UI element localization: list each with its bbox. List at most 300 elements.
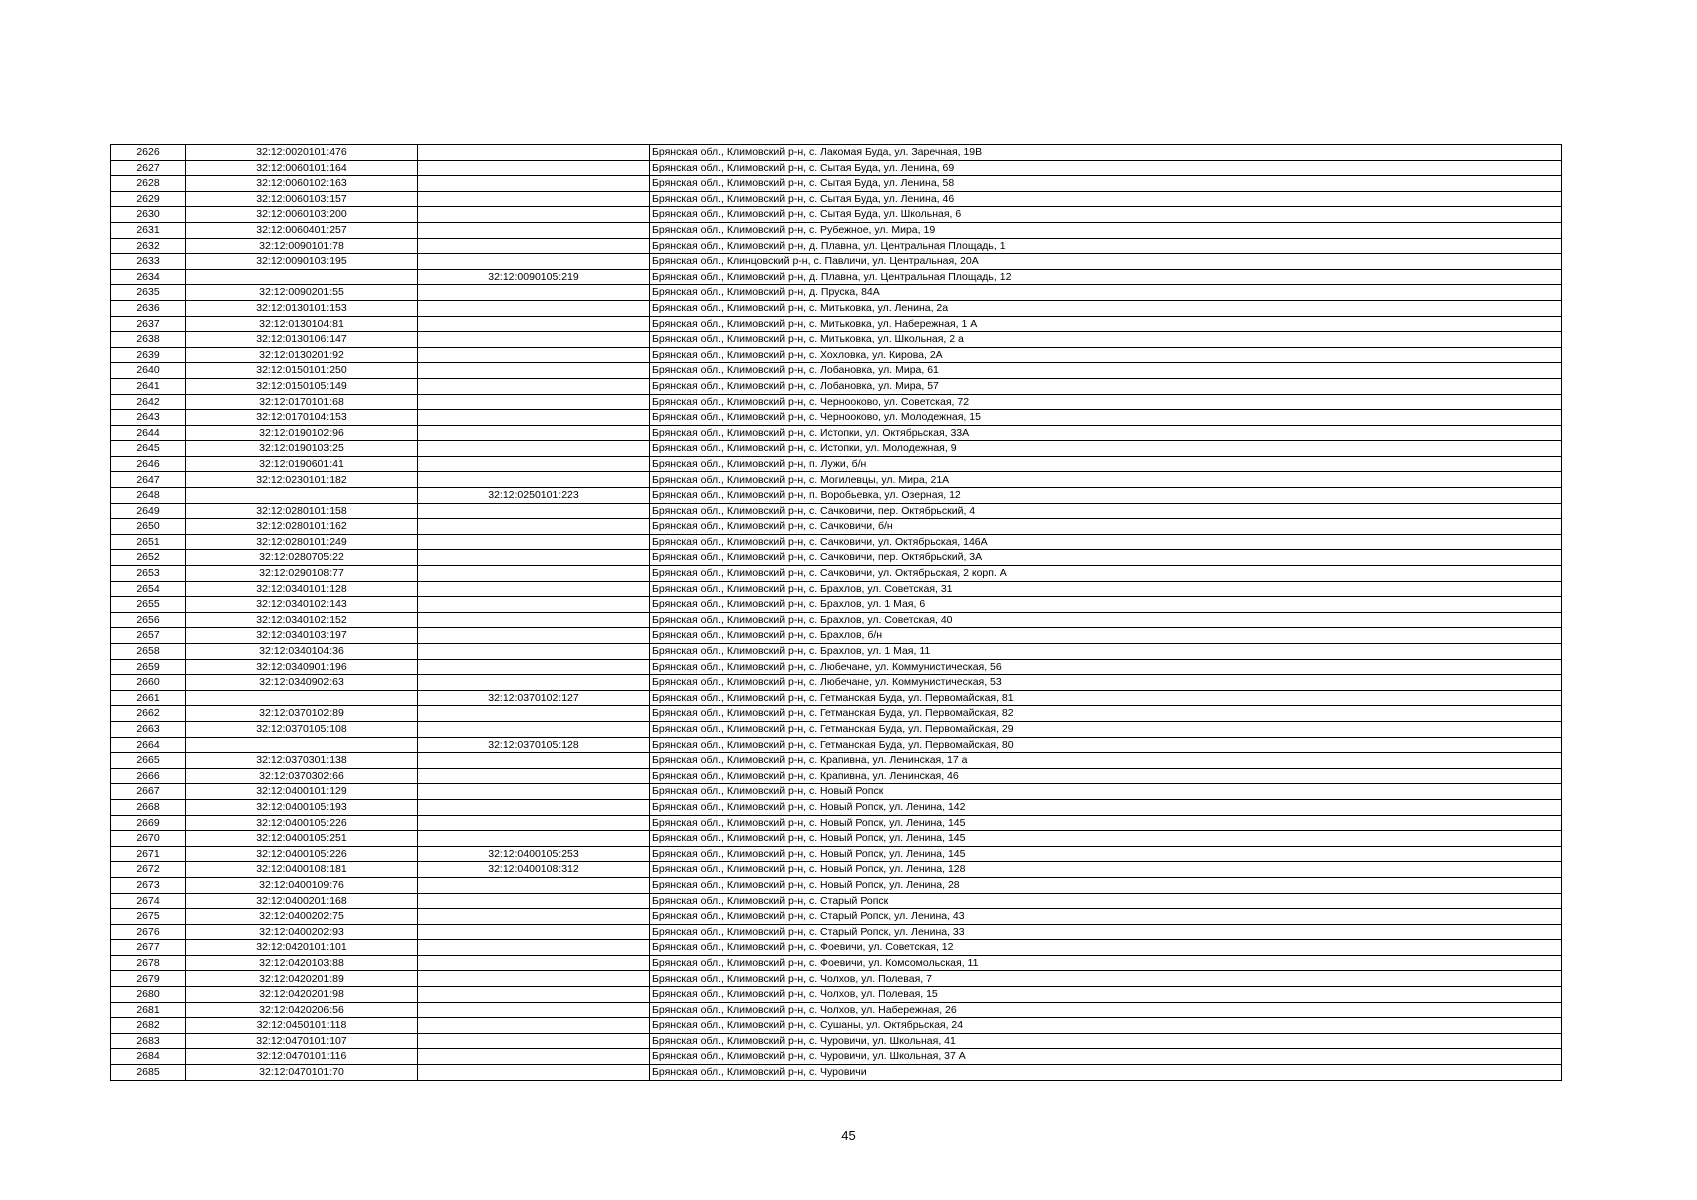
- cadastral-number-cell: 32:12:0470101:116: [186, 1049, 418, 1065]
- cadastral-number-cell: 32:12:0420201:89: [186, 971, 418, 987]
- table-row: [111, 1049, 1562, 1065]
- cadastral-number-cell: 32:12:0420103:88: [186, 955, 418, 971]
- row-number-cell: 2643: [111, 410, 186, 426]
- row-number-cell: 2649: [111, 503, 186, 519]
- secondary-cadastral-number-cell: [418, 425, 650, 441]
- cadastral-number-cell: 32:12:0370102:89: [186, 706, 418, 722]
- cadastral-number-cell: 32:12:0290108:77: [186, 566, 418, 582]
- row-number-cell: 2665: [111, 753, 186, 769]
- row-number-cell: 2637: [111, 316, 186, 332]
- secondary-cadastral-number-cell: [418, 628, 650, 644]
- secondary-cadastral-number-cell: [418, 207, 650, 223]
- cadastral-number-cell: 32:12:0060401:257: [186, 222, 418, 238]
- row-number-cell: 2647: [111, 472, 186, 488]
- secondary-cadastral-number-cell: [418, 254, 650, 270]
- secondary-cadastral-number-cell: 32:12:0370102:127: [418, 690, 650, 706]
- secondary-cadastral-number-cell: [418, 1002, 650, 1018]
- row-number-cell: 2667: [111, 784, 186, 800]
- row-number-cell: 2678: [111, 955, 186, 971]
- address-cell: Брянская обл., Климовский р-н, с. Брахлов, ул. Советская, 31: [650, 581, 1562, 597]
- secondary-cadastral-number-cell: 32:12:0400108:312: [418, 862, 650, 878]
- cadastral-number-cell: 32:12:0090201:55: [186, 285, 418, 301]
- row-number-cell: 2664: [111, 737, 186, 753]
- row-number-cell: 2626: [111, 145, 186, 161]
- row-number-cell: 2669: [111, 815, 186, 831]
- cadastral-number-cell: 32:12:0420206:56: [186, 1002, 418, 1018]
- secondary-cadastral-number-cell: [418, 940, 650, 956]
- table-row: [111, 893, 1562, 909]
- address-cell: Брянская обл., Климовский р-н, с. Лакомая Буда, ул. Заречная, 19В: [650, 145, 1562, 161]
- cadastral-number-cell: 32:12:0340901:196: [186, 659, 418, 675]
- address-cell: Брянская обл., Клинцовский р-н, с. Павличи, ул. Центральная, 20А: [650, 254, 1562, 270]
- address-cell: Брянская обл., Климовский р-н, с. Лобановка, ул. Мира, 57: [650, 378, 1562, 394]
- secondary-cadastral-number-cell: [418, 924, 650, 940]
- registry-table-body: [111, 145, 1562, 1081]
- cadastral-number-cell: 32:12:0060101:164: [186, 160, 418, 176]
- row-number-cell: 2632: [111, 238, 186, 254]
- row-number-cell: 2629: [111, 191, 186, 207]
- secondary-cadastral-number-cell: 32:12:0370105:128: [418, 737, 650, 753]
- cadastral-number-cell: 32:12:0400101:129: [186, 784, 418, 800]
- address-cell: Брянская обл., Климовский р-н, с. Новый Ропск, ул. Ленина, 145: [650, 815, 1562, 831]
- cadastral-number-cell: 32:12:0470101:70: [186, 1065, 418, 1081]
- secondary-cadastral-number-cell: [418, 222, 650, 238]
- secondary-cadastral-number-cell: [418, 1065, 650, 1081]
- page-number: 45: [841, 1128, 856, 1143]
- table-row: [111, 612, 1562, 628]
- row-number-cell: 2685: [111, 1065, 186, 1081]
- secondary-cadastral-number-cell: [418, 410, 650, 426]
- row-number-cell: 2683: [111, 1033, 186, 1049]
- cadastral-number-cell: 32:12:0400105:226: [186, 815, 418, 831]
- cadastral-number-cell: 32:12:0370105:108: [186, 721, 418, 737]
- secondary-cadastral-number-cell: [418, 503, 650, 519]
- table-row: [111, 753, 1562, 769]
- secondary-cadastral-number-cell: [418, 753, 650, 769]
- row-number-cell: 2673: [111, 877, 186, 893]
- secondary-cadastral-number-cell: [418, 456, 650, 472]
- row-number-cell: 2672: [111, 862, 186, 878]
- secondary-cadastral-number-cell: [418, 472, 650, 488]
- secondary-cadastral-number-cell: [418, 597, 650, 613]
- table-row: [111, 831, 1562, 847]
- cadastral-number-cell: 32:12:0340102:143: [186, 597, 418, 613]
- row-number-cell: 2640: [111, 363, 186, 379]
- address-cell: Брянская обл., Климовский р-н, с. Новый Ропск, ул. Ленина, 28: [650, 877, 1562, 893]
- row-number-cell: 2636: [111, 300, 186, 316]
- address-cell: Брянская обл., Климовский р-н, с. Могилевцы, ул. Мира, 21А: [650, 472, 1562, 488]
- address-cell: Брянская обл., Климовский р-н, с. Гетманская Буда, ул. Первомайская, 82: [650, 706, 1562, 722]
- secondary-cadastral-number-cell: [418, 877, 650, 893]
- secondary-cadastral-number-cell: [418, 581, 650, 597]
- row-number-cell: 2679: [111, 971, 186, 987]
- cadastral-number-cell: 32:12:0340101:128: [186, 581, 418, 597]
- table-row: [111, 176, 1562, 192]
- table-row: [111, 300, 1562, 316]
- cadastral-number-cell: 32:12:0130106:147: [186, 332, 418, 348]
- secondary-cadastral-number-cell: 32:12:0090105:219: [418, 269, 650, 285]
- row-number-cell: 2648: [111, 488, 186, 504]
- table-row: [111, 1065, 1562, 1081]
- cadastral-number-cell: [186, 488, 418, 504]
- table-row: [111, 846, 1562, 862]
- address-cell: Брянская обл., Климовский р-н, с. Новый Ропск: [650, 784, 1562, 800]
- row-number-cell: 2674: [111, 893, 186, 909]
- secondary-cadastral-number-cell: [418, 332, 650, 348]
- table-row: [111, 690, 1562, 706]
- secondary-cadastral-number-cell: [418, 644, 650, 660]
- row-number-cell: 2656: [111, 612, 186, 628]
- address-cell: Брянская обл., Климовский р-н, с. Брахлов, б/н: [650, 628, 1562, 644]
- cadastral-number-cell: 32:12:0190103:25: [186, 441, 418, 457]
- secondary-cadastral-number-cell: [418, 987, 650, 1003]
- row-number-cell: 2645: [111, 441, 186, 457]
- address-cell: Брянская обл., Климовский р-н, с. Сачковичи, пер. Октябрьский, 4: [650, 503, 1562, 519]
- cadastral-number-cell: 32:12:0020101:476: [186, 145, 418, 161]
- table-row: [111, 425, 1562, 441]
- row-number-cell: 2646: [111, 456, 186, 472]
- address-cell: Брянская обл., Климовский р-н, с. Старый Ропск: [650, 893, 1562, 909]
- address-cell: Брянская обл., Климовский р-н, д. Плавна, ул. Центральная Площадь, 1: [650, 238, 1562, 254]
- address-cell: Брянская обл., Климовский р-н, с. Сытая Буда, ул. Ленина, 58: [650, 176, 1562, 192]
- row-number-cell: 2638: [111, 332, 186, 348]
- table-row: [111, 503, 1562, 519]
- secondary-cadastral-number-cell: [418, 893, 650, 909]
- secondary-cadastral-number-cell: [418, 300, 650, 316]
- table-row: [111, 799, 1562, 815]
- secondary-cadastral-number-cell: [418, 721, 650, 737]
- table-row: [111, 191, 1562, 207]
- secondary-cadastral-number-cell: [418, 191, 650, 207]
- row-number-cell: 2658: [111, 644, 186, 660]
- secondary-cadastral-number-cell: [418, 145, 650, 161]
- address-cell: Брянская обл., Климовский р-н, с. Старый Ропск, ул. Ленина, 43: [650, 909, 1562, 925]
- secondary-cadastral-number-cell: [418, 1033, 650, 1049]
- address-cell: Брянская обл., Климовский р-н, с. Чернооково, ул. Советская, 72: [650, 394, 1562, 410]
- secondary-cadastral-number-cell: [418, 347, 650, 363]
- table-row: [111, 644, 1562, 660]
- address-cell: Брянская обл., Климовский р-н, с. Любечане, ул. Коммунистическая, 53: [650, 675, 1562, 691]
- secondary-cadastral-number-cell: [418, 394, 650, 410]
- row-number-cell: 2668: [111, 799, 186, 815]
- cadastral-number-cell: 32:12:0400201:168: [186, 893, 418, 909]
- table-row: [111, 784, 1562, 800]
- secondary-cadastral-number-cell: [418, 971, 650, 987]
- secondary-cadastral-number-cell: [418, 768, 650, 784]
- secondary-cadastral-number-cell: [418, 955, 650, 971]
- cadastral-number-cell: 32:12:0060103:157: [186, 191, 418, 207]
- cadastral-number-cell: 32:12:0060103:200: [186, 207, 418, 223]
- cadastral-number-cell: 32:12:0400109:76: [186, 877, 418, 893]
- address-cell: Брянская обл., Климовский р-н, с. Сачковичи, пер. Октябрьский, 3А: [650, 550, 1562, 566]
- cadastral-number-cell: 32:12:0420101:101: [186, 940, 418, 956]
- table-row: [111, 862, 1562, 878]
- row-number-cell: 2652: [111, 550, 186, 566]
- table-row: [111, 1033, 1562, 1049]
- table-row: [111, 534, 1562, 550]
- table-row: [111, 519, 1562, 535]
- address-cell: Брянская обл., Климовский р-н, с. Сачковичи, ул. Октябрьская, 146А: [650, 534, 1562, 550]
- secondary-cadastral-number-cell: [418, 831, 650, 847]
- cadastral-number-cell: 32:12:0060102:163: [186, 176, 418, 192]
- secondary-cadastral-number-cell: [418, 706, 650, 722]
- address-cell: Брянская обл., Климовский р-н, д. Пруска, 84А: [650, 285, 1562, 301]
- secondary-cadastral-number-cell: [418, 675, 650, 691]
- secondary-cadastral-number-cell: [418, 441, 650, 457]
- row-number-cell: 2639: [111, 347, 186, 363]
- secondary-cadastral-number-cell: 32:12:0250101:223: [418, 488, 650, 504]
- address-cell: Брянская обл., Климовский р-н, с. Любечане, ул. Коммунистическая, 56: [650, 659, 1562, 675]
- address-cell: Брянская обл., Климовский р-н, с. Митьковка, ул. Школьная, 2 а: [650, 332, 1562, 348]
- address-cell: Брянская обл., Климовский р-н, с. Истопки, ул. Молодежная, 9: [650, 441, 1562, 457]
- address-cell: Брянская обл., Климовский р-н, с. Лобановка, ул. Мира, 61: [650, 363, 1562, 379]
- cadastral-number-cell: 32:12:0340102:152: [186, 612, 418, 628]
- address-cell: Брянская обл., Климовский р-н, с. Сушаны, ул. Октябрьская, 24: [650, 1018, 1562, 1034]
- table-row: [111, 378, 1562, 394]
- row-number-cell: 2680: [111, 987, 186, 1003]
- table-row: [111, 955, 1562, 971]
- table-row: [111, 628, 1562, 644]
- table-row: [111, 768, 1562, 784]
- table-row: [111, 145, 1562, 161]
- address-cell: Брянская обл., Климовский р-н, п. Воробьевка, ул. Озерная, 12: [650, 488, 1562, 504]
- address-cell: Брянская обл., Климовский р-н, с. Сачковичи, ул. Октябрьская, 2 корп. А: [650, 566, 1562, 582]
- table-row: [111, 815, 1562, 831]
- table-row: [111, 456, 1562, 472]
- row-number-cell: 2627: [111, 160, 186, 176]
- secondary-cadastral-number-cell: [418, 612, 650, 628]
- table-row: [111, 363, 1562, 379]
- row-number-cell: 2641: [111, 378, 186, 394]
- address-cell: Брянская обл., Климовский р-н, с. Сытая Буда, ул. Ленина, 46: [650, 191, 1562, 207]
- table-row: [111, 909, 1562, 925]
- row-number-cell: 2659: [111, 659, 186, 675]
- secondary-cadastral-number-cell: [418, 1049, 650, 1065]
- secondary-cadastral-number-cell: [418, 238, 650, 254]
- cadastral-number-cell: 32:12:0400202:93: [186, 924, 418, 940]
- address-cell: Брянская обл., Климовский р-н, с. Чолхов, ул. Полевая, 7: [650, 971, 1562, 987]
- address-cell: Брянская обл., Климовский р-н, д. Плавна, ул. Центральная Площадь, 12: [650, 269, 1562, 285]
- cadastral-number-cell: 32:12:0170101:68: [186, 394, 418, 410]
- table-row: [111, 566, 1562, 582]
- row-number-cell: 2628: [111, 176, 186, 192]
- cadastral-number-cell: 32:12:0340104:36: [186, 644, 418, 660]
- cadastral-number-cell: 32:12:0450101:118: [186, 1018, 418, 1034]
- row-number-cell: 2660: [111, 675, 186, 691]
- row-number-cell: 2634: [111, 269, 186, 285]
- table-row: [111, 332, 1562, 348]
- secondary-cadastral-number-cell: [418, 815, 650, 831]
- row-number-cell: 2666: [111, 768, 186, 784]
- row-number-cell: 2655: [111, 597, 186, 613]
- secondary-cadastral-number-cell: [418, 534, 650, 550]
- address-cell: Брянская обл., Климовский р-н, с. Рубежное, ул. Мира, 19: [650, 222, 1562, 238]
- address-cell: Брянская обл., Климовский р-н, с. Гетманская Буда, ул. Первомайская, 80: [650, 737, 1562, 753]
- address-cell: Брянская обл., Климовский р-н, с. Чуровичи: [650, 1065, 1562, 1081]
- cadastral-number-cell: 32:12:0150105:149: [186, 378, 418, 394]
- row-number-cell: 2682: [111, 1018, 186, 1034]
- row-number-cell: 2657: [111, 628, 186, 644]
- cadastral-number-cell: 32:12:0400105:226: [186, 846, 418, 862]
- address-cell: Брянская обл., Климовский р-н, с. Брахлов, ул. 1 Мая, 11: [650, 644, 1562, 660]
- row-number-cell: 2650: [111, 519, 186, 535]
- table-row: [111, 721, 1562, 737]
- address-cell: Брянская обл., Климовский р-н, с. Новый Ропск, ул. Ленина, 145: [650, 831, 1562, 847]
- cadastral-number-cell: 32:12:0130101:153: [186, 300, 418, 316]
- secondary-cadastral-number-cell: [418, 909, 650, 925]
- table-row: [111, 269, 1562, 285]
- row-number-cell: 2630: [111, 207, 186, 223]
- table-row: [111, 316, 1562, 332]
- table-row: [111, 659, 1562, 675]
- row-number-cell: 2671: [111, 846, 186, 862]
- row-number-cell: 2677: [111, 940, 186, 956]
- table-row: [111, 160, 1562, 176]
- secondary-cadastral-number-cell: [418, 659, 650, 675]
- cadastral-number-cell: 32:12:0130104:81: [186, 316, 418, 332]
- cadastral-number-cell: 32:12:0090101:78: [186, 238, 418, 254]
- secondary-cadastral-number-cell: [418, 176, 650, 192]
- cadastral-number-cell: 32:12:0280101:249: [186, 534, 418, 550]
- cadastral-number-cell: 32:12:0400108:181: [186, 862, 418, 878]
- registry-table: [110, 144, 1562, 1081]
- secondary-cadastral-number-cell: [418, 1018, 650, 1034]
- table-row: [111, 472, 1562, 488]
- address-cell: Брянская обл., Климовский р-н, с. Чернооково, ул. Молодежная, 15: [650, 410, 1562, 426]
- address-cell: Брянская обл., Климовский р-н, с. Хохловка, ул. Кирова, 2А: [650, 347, 1562, 363]
- table-row: [111, 488, 1562, 504]
- cadastral-number-cell: 32:12:0280705:22: [186, 550, 418, 566]
- address-cell: Брянская обл., Климовский р-н, с. Гетманская Буда, ул. Первомайская, 29: [650, 721, 1562, 737]
- secondary-cadastral-number-cell: 32:12:0400105:253: [418, 846, 650, 862]
- table-row: [111, 1002, 1562, 1018]
- table-row: [111, 987, 1562, 1003]
- address-cell: Брянская обл., Климовский р-н, с. Истопки, ул. Октябрьская, 33А: [650, 425, 1562, 441]
- row-number-cell: 2676: [111, 924, 186, 940]
- secondary-cadastral-number-cell: [418, 378, 650, 394]
- address-cell: Брянская обл., Климовский р-н, с. Новый Ропск, ул. Ленина, 142: [650, 799, 1562, 815]
- address-cell: Брянская обл., Климовский р-н, с. Сытая Буда, ул. Ленина, 69: [650, 160, 1562, 176]
- row-number-cell: 2644: [111, 425, 186, 441]
- secondary-cadastral-number-cell: [418, 285, 650, 301]
- row-number-cell: 2675: [111, 909, 186, 925]
- row-number-cell: 2681: [111, 1002, 186, 1018]
- table-row: [111, 550, 1562, 566]
- table-row: [111, 254, 1562, 270]
- row-number-cell: 2662: [111, 706, 186, 722]
- table-row: [111, 581, 1562, 597]
- row-number-cell: 2663: [111, 721, 186, 737]
- address-cell: Брянская обл., Климовский р-н, с. Сачковичи, б/н: [650, 519, 1562, 535]
- secondary-cadastral-number-cell: [418, 784, 650, 800]
- cadastral-number-cell: 32:12:0150101:250: [186, 363, 418, 379]
- cadastral-number-cell: 32:12:0190601:41: [186, 456, 418, 472]
- address-cell: Брянская обл., Климовский р-н, с. Фоевичи, ул. Советская, 12: [650, 940, 1562, 956]
- row-number-cell: 2670: [111, 831, 186, 847]
- cadastral-number-cell: [186, 269, 418, 285]
- secondary-cadastral-number-cell: [418, 316, 650, 332]
- address-cell: Брянская обл., Климовский р-н, с. Брахлов, ул. 1 Мая, 6: [650, 597, 1562, 613]
- address-cell: Брянская обл., Климовский р-н, с. Новый Ропск, ул. Ленина, 128: [650, 862, 1562, 878]
- cadastral-number-cell: 32:12:0230101:182: [186, 472, 418, 488]
- address-cell: Брянская обл., Климовский р-н, с. Старый Ропск, ул. Ленина, 33: [650, 924, 1562, 940]
- table-row: [111, 347, 1562, 363]
- address-cell: Брянская обл., Климовский р-н, с. Крапивна, ул. Ленинская, 17 а: [650, 753, 1562, 769]
- cadastral-number-cell: 32:12:0340902:63: [186, 675, 418, 691]
- secondary-cadastral-number-cell: [418, 799, 650, 815]
- cadastral-number-cell: 32:12:0190102:96: [186, 425, 418, 441]
- table-row: [111, 238, 1562, 254]
- cadastral-number-cell: [186, 690, 418, 706]
- cadastral-number-cell: 32:12:0130201:92: [186, 347, 418, 363]
- row-number-cell: 2635: [111, 285, 186, 301]
- table-row: [111, 737, 1562, 753]
- address-cell: Брянская обл., Климовский р-н, с. Фоевичи, ул. Комсомольская, 11: [650, 955, 1562, 971]
- cadastral-number-cell: [186, 737, 418, 753]
- cadastral-number-cell: 32:12:0470101:107: [186, 1033, 418, 1049]
- secondary-cadastral-number-cell: [418, 160, 650, 176]
- table-row: [111, 1018, 1562, 1034]
- table-row: [111, 441, 1562, 457]
- row-number-cell: 2684: [111, 1049, 186, 1065]
- row-number-cell: 2653: [111, 566, 186, 582]
- cadastral-number-cell: 32:12:0370301:138: [186, 753, 418, 769]
- table-row: [111, 971, 1562, 987]
- cadastral-number-cell: 32:12:0340103:197: [186, 628, 418, 644]
- secondary-cadastral-number-cell: [418, 566, 650, 582]
- address-cell: Брянская обл., Климовский р-н, с. Брахлов, ул. Советская, 40: [650, 612, 1562, 628]
- row-number-cell: 2654: [111, 581, 186, 597]
- cadastral-number-cell: 32:12:0400105:193: [186, 799, 418, 815]
- row-number-cell: 2661: [111, 690, 186, 706]
- row-number-cell: 2651: [111, 534, 186, 550]
- address-cell: Брянская обл., Климовский р-н, с. Чуровичи, ул. Школьная, 41: [650, 1033, 1562, 1049]
- address-cell: Брянская обл., Климовский р-н, с. Митьковка, ул. Ленина, 2а: [650, 300, 1562, 316]
- address-cell: Брянская обл., Климовский р-н, с. Крапивна, ул. Ленинская, 46: [650, 768, 1562, 784]
- table-row: [111, 207, 1562, 223]
- address-cell: Брянская обл., Климовский р-н, с. Чолхов, ул. Набережная, 26: [650, 1002, 1562, 1018]
- cadastral-number-cell: 32:12:0170104:153: [186, 410, 418, 426]
- table-row: [111, 706, 1562, 722]
- cadastral-number-cell: 32:12:0090103:195: [186, 254, 418, 270]
- row-number-cell: 2631: [111, 222, 186, 238]
- address-cell: Брянская обл., Климовский р-н, с. Сытая Буда, ул. Школьная, 6: [650, 207, 1562, 223]
- address-cell: Брянская обл., Климовский р-н, с. Чуровичи, ул. Школьная, 37 А: [650, 1049, 1562, 1065]
- cadastral-number-cell: 32:12:0400105:251: [186, 831, 418, 847]
- cadastral-number-cell: 32:12:0400202:75: [186, 909, 418, 925]
- cadastral-number-cell: 32:12:0280101:162: [186, 519, 418, 535]
- address-cell: Брянская обл., Климовский р-н, п. Лужи, б/н: [650, 456, 1562, 472]
- cadastral-number-cell: 32:12:0280101:158: [186, 503, 418, 519]
- table-row: [111, 940, 1562, 956]
- row-number-cell: 2633: [111, 254, 186, 270]
- address-cell: Брянская обл., Климовский р-н, с. Митьковка, ул. Набережная, 1 А: [650, 316, 1562, 332]
- table-row: [111, 285, 1562, 301]
- secondary-cadastral-number-cell: [418, 550, 650, 566]
- table-row: [111, 924, 1562, 940]
- table-row: [111, 222, 1562, 238]
- table-row: [111, 394, 1562, 410]
- address-cell: Брянская обл., Климовский р-н, с. Новый Ропск, ул. Ленина, 145: [650, 846, 1562, 862]
- cadastral-number-cell: 32:12:0370302:66: [186, 768, 418, 784]
- secondary-cadastral-number-cell: [418, 519, 650, 535]
- table-row: [111, 597, 1562, 613]
- address-cell: Брянская обл., Климовский р-н, с. Гетманская Буда, ул. Первомайская, 81: [650, 690, 1562, 706]
- table-row: [111, 410, 1562, 426]
- cadastral-number-cell: 32:12:0420201:98: [186, 987, 418, 1003]
- secondary-cadastral-number-cell: [418, 363, 650, 379]
- row-number-cell: 2642: [111, 394, 186, 410]
